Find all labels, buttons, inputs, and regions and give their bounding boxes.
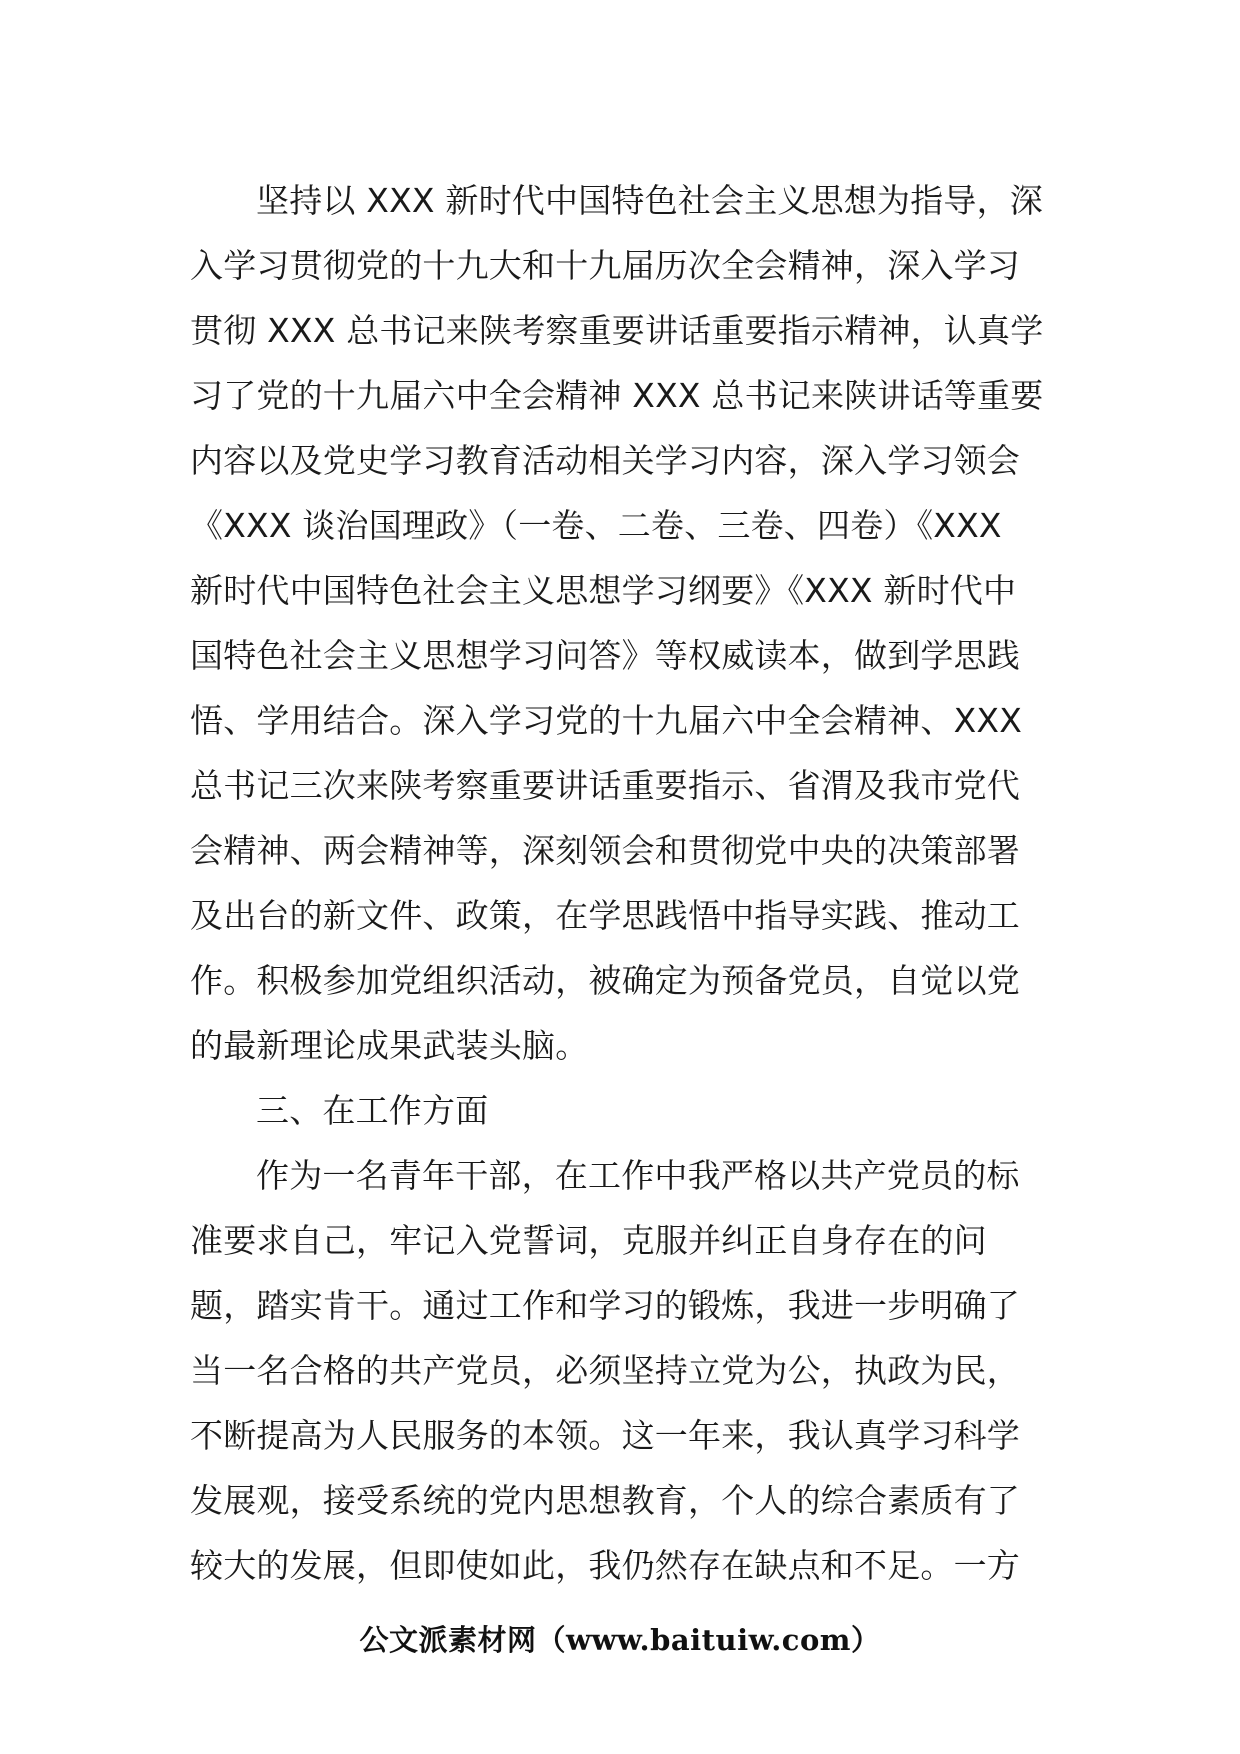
paragraph-line: 题，踏实肯干。通过工作和学习的锻炼，我进一步明确了 xyxy=(190,1286,1020,1325)
paragraph-line: 内容以及党史学习教育活动相关学习内容，深入学习领会 xyxy=(190,441,1020,480)
paragraph-line: 新时代中国特色社会主义思想学习纲要》《XXX 新时代中 xyxy=(190,571,1017,610)
paragraph-line: 国特色社会主义思想学习问答》等权威读本，做到学思践 xyxy=(190,636,1020,675)
paragraph-line: 发展观，接受系统的党内思想教育，个人的综合素质有了 xyxy=(190,1481,1020,1520)
section-heading: 三、在工作方面 xyxy=(256,1091,489,1130)
paragraph-line: 作为一名青年干部，在工作中我严格以共产党员的标 xyxy=(256,1156,1020,1195)
paragraph-line: 《XXX 谈治国理政》（一卷、二卷、三卷、四卷）《XXX xyxy=(190,506,1002,545)
paragraph-line: 总书记三次来陕考察重要讲话重要指示、省渭及我市党代 xyxy=(190,766,1020,805)
paragraph-line: 悟、学用结合。深入学习党的十九届六中全会精神、XXX xyxy=(190,701,1023,740)
paragraph-line: 较大的发展，但即使如此，我仍然存在缺点和不足。一方 xyxy=(190,1546,1020,1585)
document-body xyxy=(190,168,1060,1598)
paragraph-line: 的最新理论成果武装头脑。 xyxy=(190,1026,589,1065)
paragraph-line: 当一名合格的共产党员，必须坚持立党为公，执政为民， xyxy=(190,1351,1020,1390)
paragraph-line: 会精神、两会精神等，深刻领会和贯彻党中央的决策部署 xyxy=(190,831,1020,870)
footer-watermark: 公文派素材网（www.baituiw.com） xyxy=(359,1623,881,1657)
paragraph-line: 及出台的新文件、政策，在学思践悟中指导实践、推动工 xyxy=(190,896,1020,935)
paragraph-line: 不断提高为人民服务的本领。这一年来，我认真学习科学 xyxy=(190,1416,1020,1455)
paragraph-line: 准要求自己，牢记入党誓词，克服并纠正自身存在的问 xyxy=(190,1221,987,1260)
paragraph-line: 作。积极参加党组织活动，被确定为预备党员，自觉以党 xyxy=(190,961,1020,1000)
paragraph-line: 习了党的十九届六中全会精神 XXX 总书记来陕讲话等重要 xyxy=(190,376,1044,415)
paragraph-line: 坚持以 XXX 新时代中国特色社会主义思想为指导，深 xyxy=(256,181,1044,220)
paragraph-line: 入学习贯彻党的十九大和十九届历次全会精神，深入学习 xyxy=(190,246,1020,285)
paragraph-line: 贯彻 XXX 总书记来陕考察重要讲话重要指示精神，认真学 xyxy=(190,311,1044,350)
